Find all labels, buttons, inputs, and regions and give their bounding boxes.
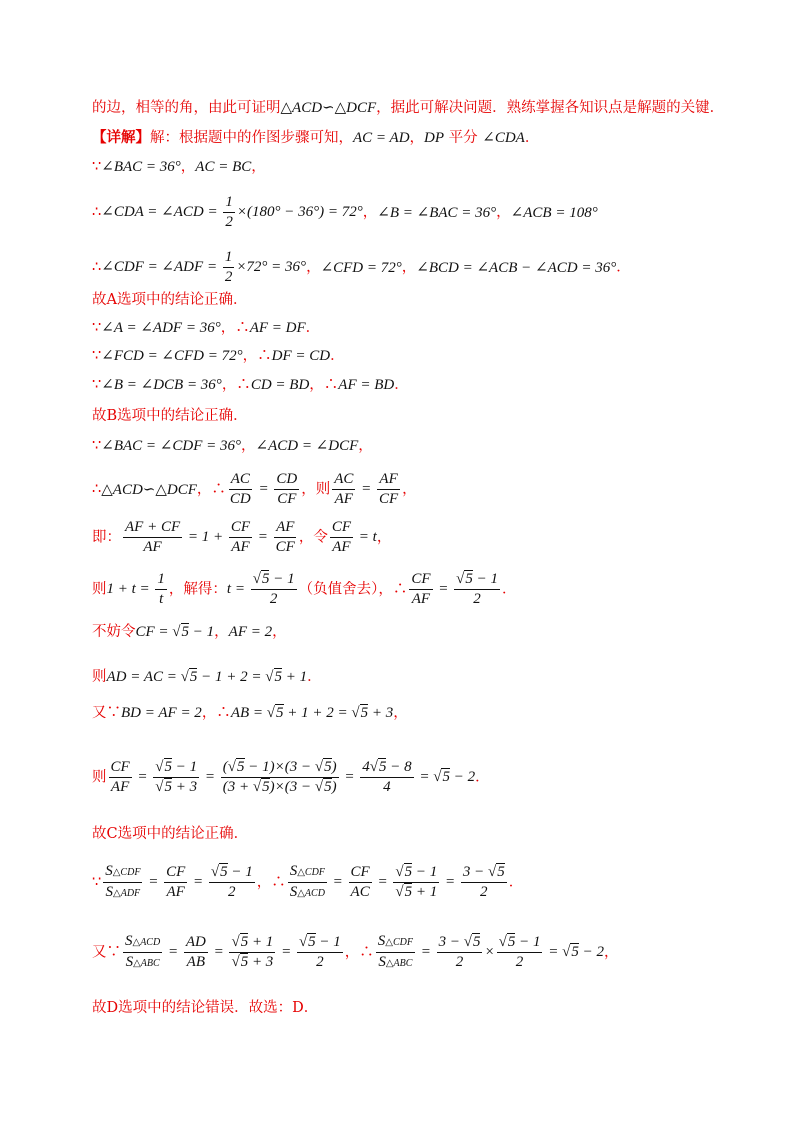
text-line: 则AD = AC = √5 − 1 + 2 = √5 + 1． <box>92 669 322 685</box>
text-line: 又∵BD = AF = 2，∴AB = √5 + 1 + 2 = √5 + 3， <box>92 705 408 721</box>
text-line: 则1 + t = $\frac{1}{t}$ ，解得：t = $\frac{√5 - 1}{2}$ （负值舍去），∴ $\frac{CF}{AF}$ = $\frac{√5 - 1}{2}$ ． <box>92 571 517 607</box>
text-line: ∵ $\frac{\text{S△CDF}}{\text{S△ADF}}$ = $\frac{CF}{AF}$ = $\frac{√5 - 1}{2}$ ，∴ $\frac{\text{S△CDF}}{\text{S△ACD}}$ = $\frac{CF}{AC}$ = $\frac{√5 - 1}{√5 + 1}$ = $\frac{3 - √5}{2}$ ． <box>92 863 524 900</box>
text-line: 故B选项中的结论正确． <box>92 408 248 424</box>
text-line: 故D选项中的结论错误．故选：D． <box>92 1000 319 1016</box>
text-line: 则 $\frac{CF}{AF}$ = $\frac{√5 - 1}{√5 + 3}$ = $\frac{(√5 - 1)\times(3 - √5)}{(3 + √5)\times(3 - √5)}$ = $\frac{4√5 - 8}{4}$ = √5 − 2． <box>92 759 490 795</box>
text-line: ∵∠BAC = 36°，AC = BC， <box>92 159 266 175</box>
text-line: 不妨令CF = √5 − 1，AF = 2， <box>92 624 287 640</box>
text-line: ∵∠BAC = ∠CDF = 36°，∠ACD = ∠DCF， <box>92 438 373 454</box>
text-line: 【详解】解：根据题中的作图步骤可知，AC = AD，DP 平分 ∠CDA． <box>92 129 540 146</box>
text-line: 故A选项中的结论正确． <box>92 292 248 308</box>
text-line: ∵∠FCD = ∠CFD = 72°，∴DF = CD． <box>92 348 345 364</box>
text-line: ∵∠A = ∠ADF = 36°，∴AF = DF． <box>92 320 321 336</box>
text-line: ∴∠CDF = ∠ADF = $\frac{1}{2}$ ×72° = 36°，∠CFD = 72°，∠BCD = ∠ACB − ∠ACD = 36°． <box>92 249 631 285</box>
text-line: 即： $\frac{AF + CF}{AF}$ = 1 + $\frac{CF}{AF}$ = $\frac{AF}{CF}$ ，令 $\frac{CF}{AF}$ = t， <box>92 519 392 555</box>
text-line: ∴∠CDA = ∠ACD = $\frac{1}{2}$ ×(180° − 36°) = 72°，∠B = ∠BAC = 36°，∠ACB = 108° <box>92 194 598 230</box>
text-line: 故C选项中的结论正确． <box>92 826 249 842</box>
text-line: ∵∠B = ∠DCB = 36°，∴CD = BD，∴AF = BD． <box>92 377 409 393</box>
text-line: 又∵ $\frac{\text{S△ACD}}{\text{S△ABC}}$ = $\frac{AD}{AB}$ = $\frac{√5 + 1}{√5 + 3}$ = $\frac{√5 - 1}{2}$ ，∴ $\frac{\text{S△CDF}}{\text{S△ABC}}$ = $\frac{3 - √5}{2}$ × $\frac{√5 - 1}{2}$ = √5 − 2， <box>92 933 619 970</box>
text-line: 的边，相等的角，由此可证明△ACD∽△DCF，据此可解决问题．熟练掌握各知识点是解题的关键． <box>92 100 725 116</box>
text-line: ∴△ACD∽△DCF，∴ $\frac{AC}{CD}$ = $\frac{CD}{CF}$ ，则 $\frac{AC}{AF}$ = $\frac{AF}{CF}$ ， <box>92 471 417 507</box>
